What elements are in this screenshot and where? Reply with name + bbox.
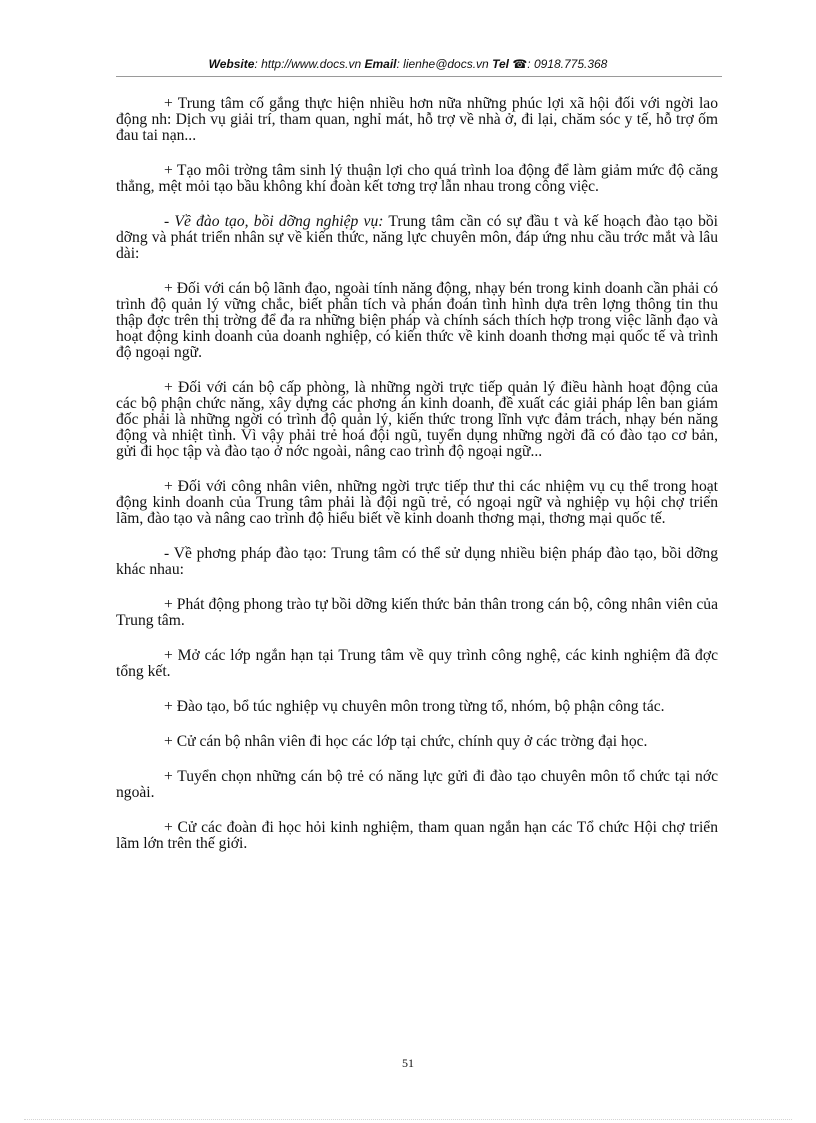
header-divider [116,76,722,77]
paragraph: + Đối với cán bộ lãnh đạo, ngoài tính năng động, nhạy bén trong kinh doanh cần phải có trình độ quản lý vững chắc, biết phân tích và phán đoán tình hình dựa trên lợng thông tin thu thập đợc trên thị trờng để đa ra những biện pháp và chính sách thích hợp trong việc lãnh đạo và hoạt động kinh doanh của doanh nghiệp, có kiến thức về kinh doanh thơng mại quốc tế và trình độ ngoại ngữ. [116,280,718,361]
page-bottom-border [24,1119,792,1120]
website-url: : http://www.docs.vn [254,57,362,71]
paragraph: + Mở các lớp ngắn hạn tại Trung tâm về quy trình công nghệ, các kinh nghiệm đã đợc tổng kết. [116,647,718,680]
website-label: Website [208,57,255,71]
training-heading: - Về đào tạo, bồi dỡng nghiệp vụ: [164,213,384,230]
page-number: 51 [402,1056,414,1070]
paragraph: + Đối với cán bộ cấp phòng, là những ngời trực tiếp quản lý điều hành hoạt động của các bộ phận chức năng, xây dựng các phơng án kinh doanh, đề xuất các giải pháp lên ban giám đốc phải là những ngời có trình độ quản lý, kiến thức trong lĩnh vực đảm trách, nhạy bén năng động và nhiệt tình. Vì vậy phải trẻ hoá đội ngũ, tuyển dụng những ngời đã có đào tạo cơ bản, gửi đi học tập và đào tạo ở nớc ngoài, nâng cao trình độ ngoại ngữ... [116,379,718,460]
paragraph: + Cử cán bộ nhân viên đi học các lớp tại chức, chính quy ở các trờng đại học. [164,733,648,750]
paragraph: + Đào tạo, bổ túc nghiệp vụ chuyên môn trong từng tổ, nhóm, bộ phận công tác. [164,698,665,715]
paragraph: + Tạo môi trờng tâm sinh lý thuận lợi cho quá trình loa động để làm giảm mức độ căng thẳng, mệt mỏi tạo bầu không khí đoàn kết tơng trợ lẫn nhau trong công việc. [116,162,718,195]
body-text [116,96,718,871]
paragraph: + Tuyển chọn những cán bộ trẻ có năng lực gửi đi đào tạo chuyên môn tổ chức tại nớc ngoài. [116,768,718,801]
paragraph-training [116,214,718,262]
tel-number: : 0918.775.368 [527,57,608,71]
email-address: : lienhe@docs.vn [396,57,489,71]
page-header [0,57,816,71]
training-text: Trung tâm cần có sự đầu t và kế hoạch đào tạo bồi dỡng và phát triển nhân sự về kiến thức, năng lực chuyên môn, đáp ứng nhu cầu trớc mắt và lâu dài: [116,213,719,262]
paragraph: + Trung tâm cố gắng thực hiện nhiều hơn nữa những phúc lợi xã hội đối với ngời lao động nh: Dịch vụ giải trí, tham quan, nghỉ mát, hỗ trợ về nhà ở, đi lại, chăm sóc y tế, hỗ trợ ốm đau tai nạn... [116,95,718,144]
phone-icon: ☎ [512,57,528,71]
email-label: Email [364,57,397,71]
paragraph: + Phát động phong trào tự bồi dỡng kiến thức bản thân trong cán bộ, công nhân viên của Trung tâm. [116,596,718,629]
paragraph: + Đối với công nhân viên, những ngời trực tiếp thư thi các nhiệm vụ cụ thể trong hoạt động kinh doanh của Trung tâm phải là đội ngũ trẻ, có ngoại ngữ và nghiệp vụ hội chợ triển lãm, đào tạo và nâng cao trình độ hiểu biết về kinh doanh thơng mại, thơng mại quốc tế. [116,478,718,527]
tel-label: Tel [492,57,509,71]
paragraph: + Cử các đoàn đi học hỏi kinh nghiệm, tham quan ngắn hạn các Tổ chức Hội chợ triển lãm lớn trên thế giới. [116,819,718,852]
paragraph: - Về phơng pháp đào tạo: Trung tâm có thể sử dụng nhiều biện pháp đào tạo, bồi dỡng khác nhau: [116,545,718,578]
